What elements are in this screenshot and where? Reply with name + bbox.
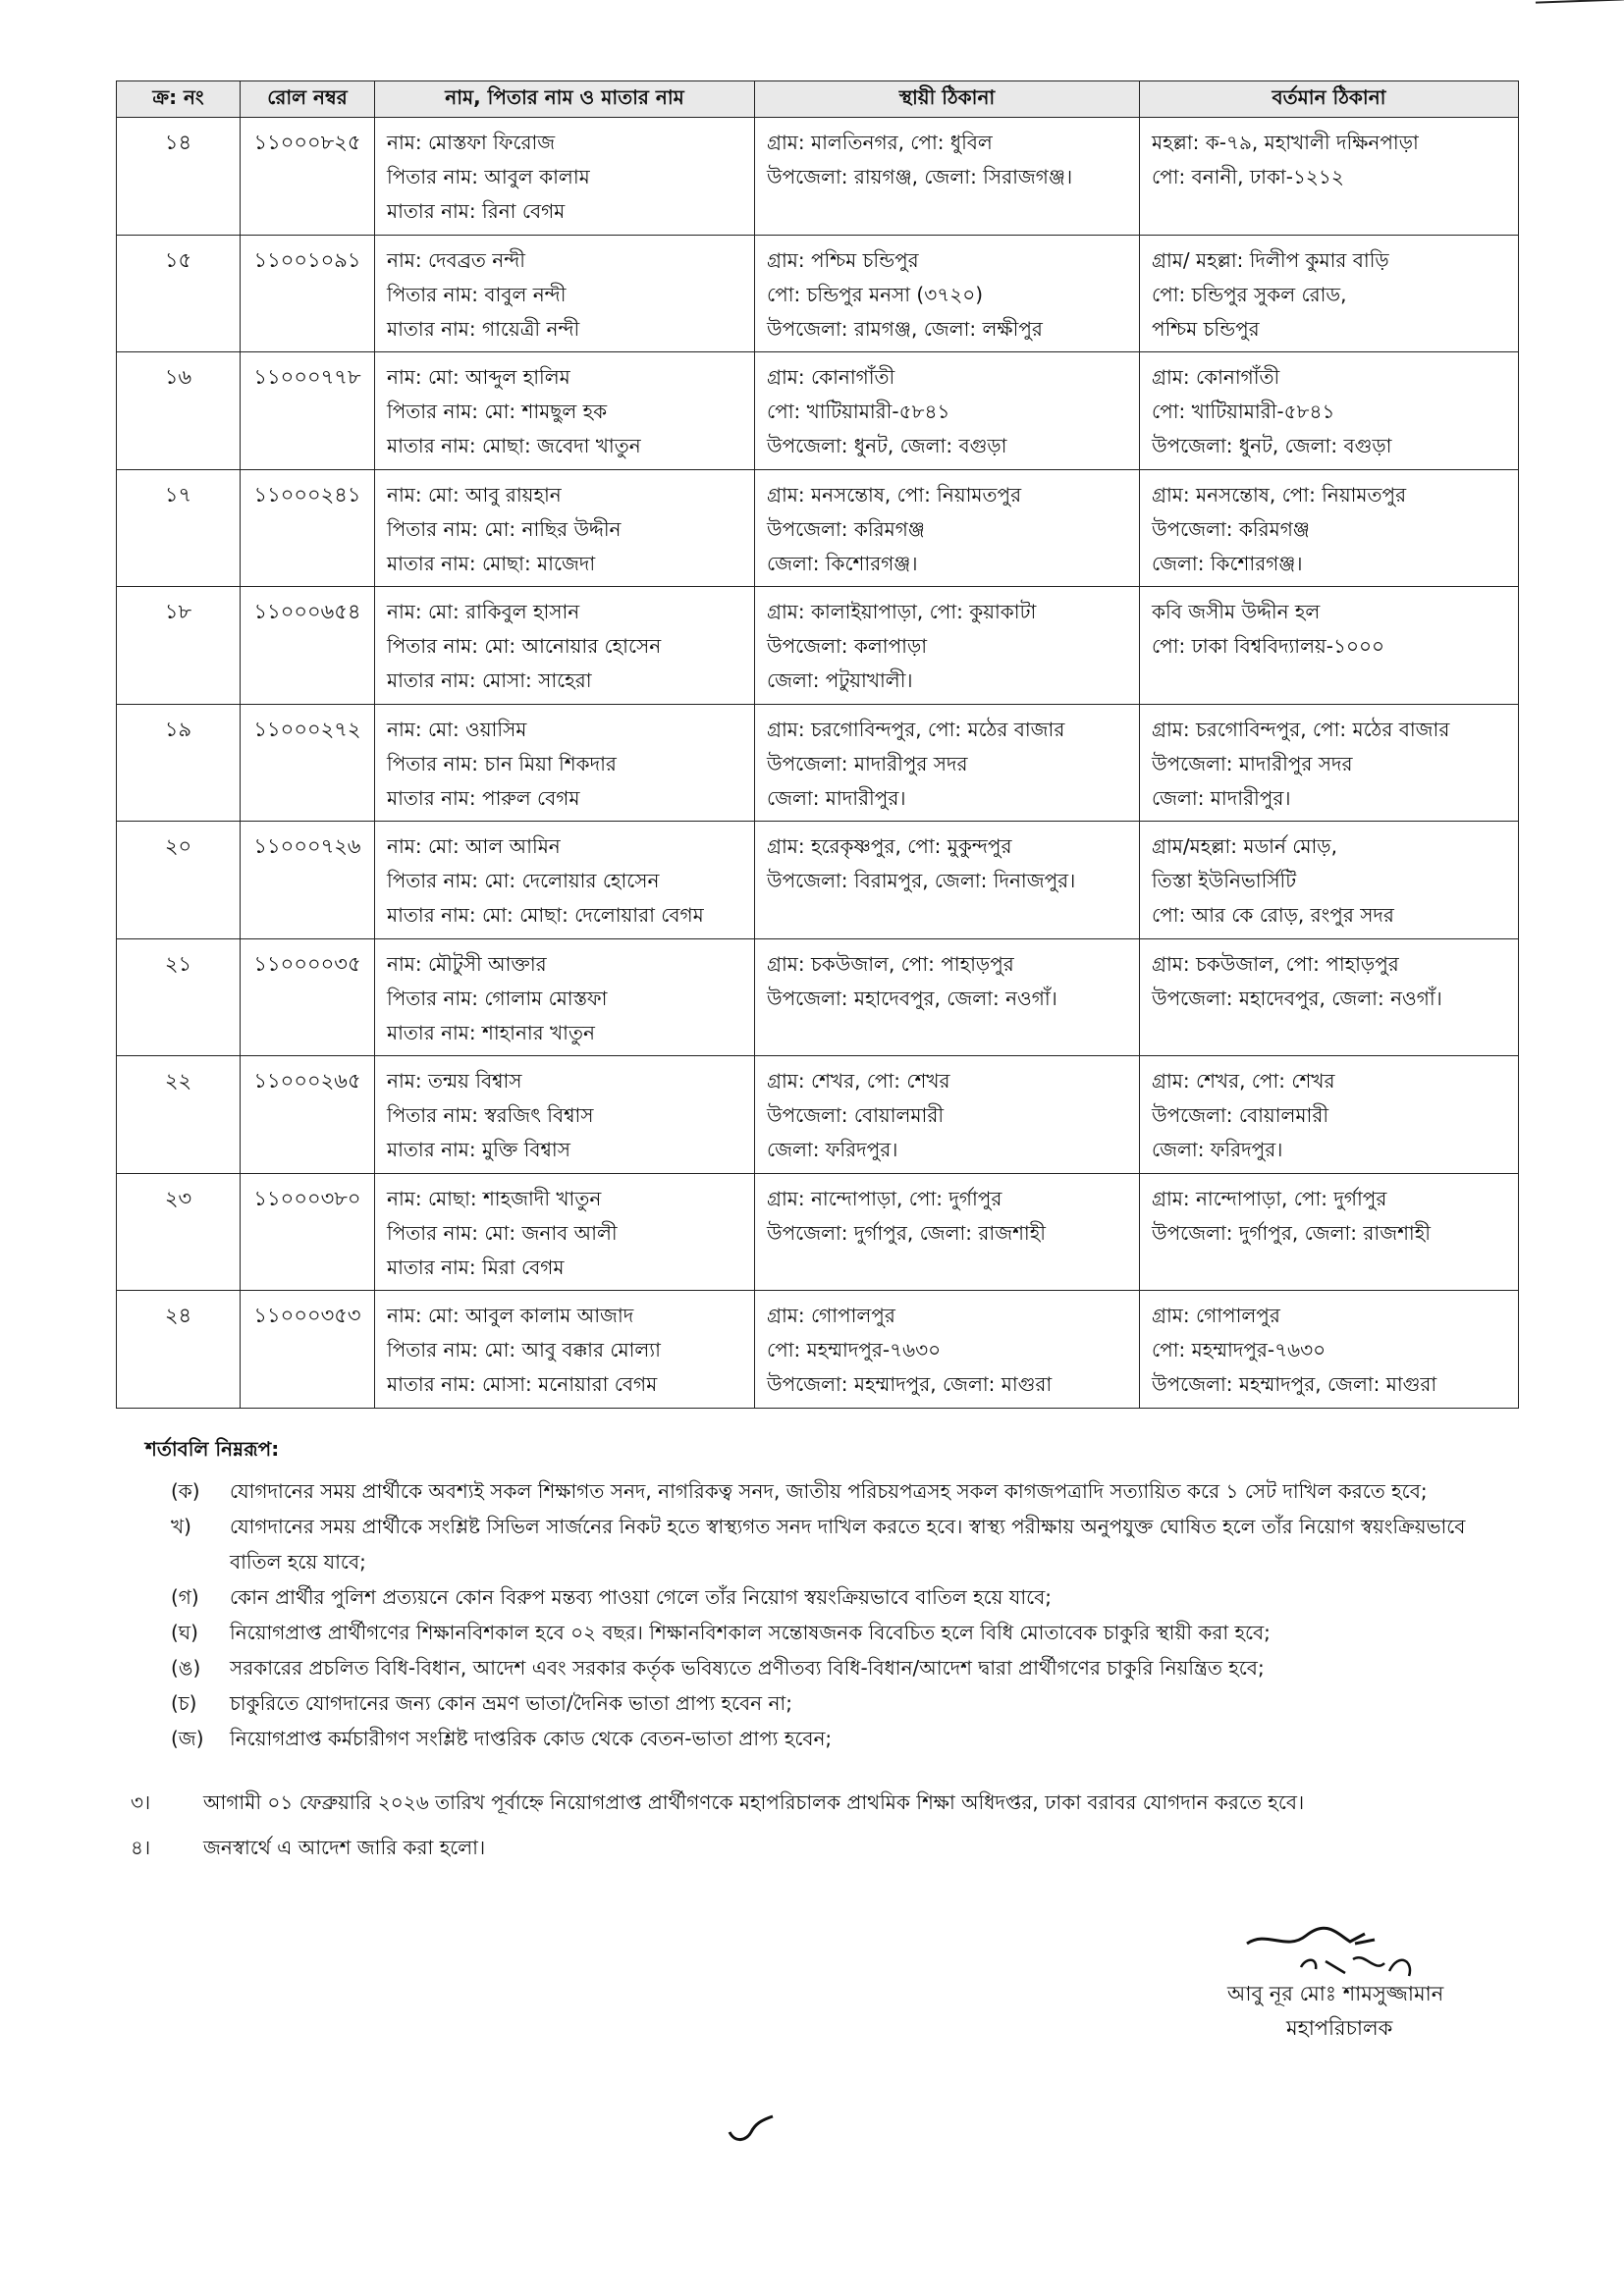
present-address-line: পো: আর কে রোড়, রংপুর সদর: [1152, 903, 1394, 927]
present-address-cell: [1140, 1173, 1519, 1291]
serial-cell: ১৪: [117, 118, 241, 236]
candidate-name: নাম: মো: আবুল কালাম আজাদ: [387, 1304, 634, 1327]
roll-cell: ১১০০০৩৮০: [241, 1173, 375, 1291]
permanent-address-line: পো: খাটিয়ামারী-৫৮৪১: [767, 400, 950, 423]
mother-name: মাতার নাম: গায়েত্রী নন্দী: [387, 316, 580, 341]
table-row: [117, 118, 1519, 236]
father-name: পিতার নাম: স্বরজিৎ বিশ্বাস: [387, 1103, 594, 1127]
permanent-address-line: জেলা: পটুয়াখালী।: [767, 668, 913, 692]
father-name: পিতার নাম: মো: আনোয়ার হোসেন: [387, 634, 662, 658]
condition-item: [145, 1509, 1515, 1579]
table-header-row: [117, 81, 1519, 118]
present-address-line: পো: ঢাকা বিশ্ববিদ্যালয়-১০০০: [1152, 634, 1384, 658]
table-row: [117, 704, 1519, 822]
present-address-cell: [1140, 704, 1519, 822]
candidate-name: নাম: মৌটুসী আক্তার: [387, 951, 547, 976]
condition-text: যোগদানের সময় প্রার্থীকে অবশ্যই সকল শিক্ষাগত সনদ, নাগরিকত্ব সনদ, জাতীয় পরিচয়পত্রসহ সকল কাগজপত্রাদি সত্যায়িত করে ১ সেট দাখিল করতে হবে;: [230, 1479, 1428, 1503]
permanent-address-line: জেলা: ফরিদপুর।: [767, 1138, 898, 1161]
mother-name: মাতার নাম: মো: মোছা: দেলোয়ারা বেগম: [387, 903, 704, 927]
permanent-address-cell: [755, 235, 1140, 352]
table-row: [117, 1291, 1519, 1409]
condition-text: নিয়োগপ্রাপ্ত প্রার্থীগণের শিক্ষানবিশকাল হবে ০২ বছর। শিক্ষানবিশকাল সন্তোষজনক বিবেচিত হলে বিধি মোতাবেক চাকুরি স্থায়ী করা হবে;: [230, 1621, 1271, 1644]
present-address-line: উপজেলা: বোয়ালমারী: [1152, 1103, 1329, 1127]
table-row: [117, 1056, 1519, 1174]
names-cell: [375, 587, 755, 705]
paragraph-4: [131, 1834, 1515, 1866]
father-name: পিতার নাম: গোলাম মোস্তফা: [387, 986, 608, 1010]
present-address-cell: [1140, 1056, 1519, 1174]
paragraph-number: ৩।: [131, 1790, 151, 1814]
table-row: [117, 469, 1519, 587]
condition-item: [145, 1579, 1515, 1615]
table-row: [117, 938, 1519, 1056]
permanent-address-line: গ্রাম: গোপালপুর: [767, 1304, 895, 1327]
condition-marker: (ক): [171, 1479, 200, 1503]
mother-name: মাতার নাম: মোসা: মনোয়ারা বেগম: [387, 1372, 658, 1396]
serial-cell: ২১: [117, 938, 241, 1056]
father-name: পিতার নাম: মো: জনাব আলী: [387, 1220, 618, 1245]
names-cell: [375, 1173, 755, 1291]
present-address-line: গ্রাম/ মহল্লা: দিলীপ কুমার বাড়ি: [1152, 247, 1389, 272]
condition-marker: (জ): [171, 1727, 204, 1750]
condition-item: [145, 1685, 1515, 1721]
present-address-line: পশ্চিম চন্ডিপুর: [1152, 316, 1260, 341]
roll-cell: ১১০০০০৩৫: [241, 938, 375, 1056]
signatory-title: মহাপরিচালক: [1286, 2016, 1393, 2040]
condition-text: যোগদানের সময় প্রার্থীকে সংশ্লিষ্ট সিভিল সার্জনের নিকট হতে স্বাস্থ্যগত সনদ দাখিল করতে হবে। স্বাস্থ্য পরীক্ষায় অনুপযুক্ত ঘোষিত হলে তাঁর নিয়োগ স্বয়ংক্রিয়ভাবে বাতিল হয়ে যাবে;: [230, 1515, 1466, 1574]
present-address-cell: [1140, 235, 1519, 352]
permanent-address-line: জেলা: কিশোরগঞ্জ।: [767, 551, 918, 575]
present-address-line: পো: মহম্মাদপুর-৭৬৩০: [1152, 1338, 1326, 1362]
serial-cell: ২০: [117, 822, 241, 939]
mother-name: মাতার নাম: মুক্তি বিশ্বাস: [387, 1138, 570, 1161]
candidate-name: নাম: মোছা: শাহজাদী খাতুন: [387, 1186, 602, 1210]
permanent-address-line: উপজেলা: বোয়ালমারী: [767, 1103, 945, 1127]
table-row: [117, 822, 1519, 939]
condition-item: [145, 1721, 1515, 1756]
permanent-address-cell: [755, 938, 1140, 1056]
present-address-line: গ্রাম: শেখর, পো: শেখর: [1152, 1069, 1335, 1093]
table-row: [117, 235, 1519, 352]
names-cell: [375, 235, 755, 352]
permanent-address-cell: [755, 1056, 1140, 1174]
condition-marker: (চ): [171, 1691, 197, 1715]
serial-cell: ১৮: [117, 587, 241, 705]
mother-name: মাতার নাম: পারুল বেগম: [387, 785, 580, 810]
permanent-address-line: গ্রাম: চরগোবিন্দপুর, পো: মঠের বাজার: [767, 717, 1065, 741]
condition-item: [145, 1650, 1515, 1685]
candidate-name: নাম: মো: আবু রায়হান: [387, 482, 562, 507]
permanent-address-line: পো: মহম্মাদপুর-৭৬৩০: [767, 1338, 942, 1362]
conditions-section: [145, 1435, 1515, 1756]
table-row: [117, 352, 1519, 470]
names-cell: [375, 352, 755, 470]
serial-cell: ১৬: [117, 352, 241, 470]
roll-cell: ১১০০০৭৭৮: [241, 352, 375, 470]
signatory-name: আবু নূর মোঃ শামসুজ্জামান: [1227, 1982, 1444, 2005]
paragraph-number: ৪।: [131, 1836, 151, 1859]
father-name: পিতার নাম: বাবুল নন্দী: [387, 282, 567, 306]
present-address-cell: [1140, 1291, 1519, 1409]
condition-item: [145, 1615, 1515, 1650]
present-address-line: গ্রাম: কোনাগাঁতী: [1152, 365, 1280, 389]
roll-cell: ১১০০১০৯১: [241, 235, 375, 352]
header-present-address: বর্তমান ঠিকানা: [1140, 81, 1519, 118]
permanent-address-line: গ্রাম: কোনাগাঁতী: [767, 365, 895, 389]
present-address-line: উপজেলা: মহাদেবপুর, জেলা: নওগাঁ।: [1152, 986, 1442, 1010]
permanent-address-cell: [755, 587, 1140, 705]
permanent-address-line: উপজেলা: মাদারীপুর সদর: [767, 751, 968, 775]
header-roll: রোল নম্বর: [241, 81, 375, 118]
names-cell: [375, 469, 755, 587]
permanent-address-cell: [755, 704, 1140, 822]
mother-name: মাতার নাম: মোসা: সাহেরা: [387, 668, 592, 692]
serial-cell: ১৫: [117, 235, 241, 352]
present-address-line: গ্রাম: চকউজাল, পো: পাহাড়পুর: [1152, 951, 1399, 976]
present-address-line: গ্রাম: মনসন্তোষ, পো: নিয়ামতপুর: [1152, 482, 1407, 507]
names-cell: [375, 1056, 755, 1174]
permanent-address-line: উপজেলা: রামগঞ্জ, জেলা: লক্ষীপুর: [767, 316, 1043, 341]
permanent-address-line: উপজেলা: মহম্মাদপুর, জেলা: মাগুরা: [767, 1372, 1053, 1396]
serial-cell: ২৪: [117, 1291, 241, 1409]
candidate-name: নাম: মো: রাকিবুল হাসান: [387, 600, 580, 623]
serial-cell: ২২: [117, 1056, 241, 1174]
names-cell: [375, 118, 755, 236]
present-address-cell: [1140, 118, 1519, 236]
condition-item: [145, 1473, 1515, 1509]
page-number-scribble: [722, 2110, 781, 2150]
permanent-address-line: গ্রাম: পশ্চিম চন্ডিপুর: [767, 247, 919, 272]
names-cell: [375, 704, 755, 822]
serial-cell: ১৭: [117, 469, 241, 587]
mother-name: মাতার নাম: শাহানার খাতুন: [387, 1020, 595, 1044]
present-address-line: উপজেলা: করিমগঞ্জ: [1152, 516, 1310, 541]
header-names: নাম, পিতার নাম ও মাতার নাম: [375, 81, 755, 118]
present-address-line: কবি জসীম উদ্দীন হল: [1152, 600, 1321, 623]
names-cell: [375, 938, 755, 1056]
table-row: [117, 1173, 1519, 1291]
present-address-line: গ্রাম/মহল্লা: মডার্ন মোড়,: [1152, 834, 1337, 858]
permanent-address-line: গ্রাম: শেখর, পো: শেখর: [767, 1069, 950, 1093]
roll-cell: ১১০০০২৭২: [241, 704, 375, 822]
conditions-title: শর্তাবলি নিম্নরূপ:: [145, 1437, 280, 1461]
condition-text: কোন প্রার্থীর পুলিশ প্রত্যয়নে কোন বিরুপ মন্তব্য পাওয়া গেলে তাঁর নিয়োগ স্বয়ংক্রিয়ভাবে বাতিল হয়ে যাবে;: [230, 1585, 1053, 1609]
permanent-address-line: গ্রাম: কালাইয়াপাড়া, পো: কুয়াকাটা: [767, 600, 1037, 623]
present-address-line: জেলা: কিশোরগঞ্জ।: [1152, 551, 1303, 575]
candidate-name: নাম: মোস্তফা ফিরোজ: [387, 131, 556, 154]
permanent-address-cell: [755, 352, 1140, 470]
roll-cell: ১১০০০৭২৬: [241, 822, 375, 939]
permanent-address-line: গ্রাম: নান্দোপাড়া, পো: দুর্গাপুর: [767, 1186, 1002, 1210]
conditions-list: [145, 1473, 1515, 1756]
permanent-address-line: উপজেলা: রায়গঞ্জ, জেলা: সিরাজগঞ্জ।: [767, 165, 1073, 188]
roll-cell: ১১০০০২৬৫: [241, 1056, 375, 1174]
candidate-name: নাম: মো: আল আমিন: [387, 834, 561, 858]
table-row: [117, 587, 1519, 705]
condition-marker: (গ): [171, 1585, 199, 1609]
mother-name: মাতার নাম: রিনা বেগম: [387, 199, 566, 223]
header-permanent-address: স্থায়ী ঠিকানা: [755, 81, 1140, 118]
father-name: পিতার নাম: আবুল কালাম: [387, 165, 590, 188]
candidate-name: নাম: দেবব্রত নন্দী: [387, 247, 525, 272]
present-address-line: উপজেলা: মাদারীপুর সদর: [1152, 751, 1353, 775]
present-address-cell: [1140, 469, 1519, 587]
permanent-address-line: উপজেলা: দুর্গাপুর, জেলা: রাজশাহী: [767, 1220, 1046, 1245]
roll-cell: ১১০০০৩৫৩: [241, 1291, 375, 1409]
condition-marker: (ঙ): [171, 1656, 201, 1680]
father-name: পিতার নাম: মো: আবু বক্কার মোল্যা: [387, 1338, 661, 1362]
names-cell: [375, 1291, 755, 1409]
candidate-name: নাম: মো: আব্দুল হালিম: [387, 365, 570, 389]
permanent-address-cell: [755, 1291, 1140, 1409]
present-address-line: পো: চন্ডিপুর সুকল রোড,: [1152, 282, 1347, 306]
roll-cell: ১১০০০২৪১: [241, 469, 375, 587]
present-address-line: জেলা: ফরিদপুর।: [1152, 1138, 1283, 1161]
present-address-line: তিস্তা ইউনিভার্সিটি: [1152, 869, 1297, 892]
present-address-cell: [1140, 938, 1519, 1056]
present-address-line: উপজেলা: ধুনট, জেলা: বগুড়া: [1152, 434, 1392, 457]
serial-cell: ১৯: [117, 704, 241, 822]
top-edge-mark: [1536, 0, 1624, 8]
present-address-line: উপজেলা: মহম্মাদপুর, জেলা: মাগুরা: [1152, 1372, 1437, 1396]
paragraph-text: জনস্বার্থে এ আদেশ জারি করা হলো।: [203, 1836, 486, 1859]
candidate-table: [116, 80, 1519, 1409]
candidate-name: নাম: মো: ওয়াসিম: [387, 717, 527, 741]
paragraph-text: আগামী ০১ ফেব্রুয়ারি ২০২৬ তারিখ পূর্বাহ্নে নিয়োগপ্রাপ্ত প্রার্থীগণকে মহাপরিচালক প্রাথমিক শিক্ষা অধিদপ্তর, ঢাকা বরাবর যোগদান করতে হবে।: [203, 1790, 1305, 1814]
roll-cell: ১১০০০৬৫৪: [241, 587, 375, 705]
names-cell: [375, 822, 755, 939]
roll-cell: ১১০০০৮২৫: [241, 118, 375, 236]
handwritten-signature: [1227, 1922, 1453, 1981]
present-address-cell: [1140, 352, 1519, 470]
permanent-address-line: পো: চন্ডিপুর মনসা (৩৭২০): [767, 282, 984, 306]
condition-marker: খ): [171, 1515, 191, 1538]
permanent-address-line: উপজেলা: ধুনট, জেলা: বগুড়া: [767, 434, 1007, 457]
father-name: পিতার নাম: চান মিয়া শিকদার: [387, 751, 617, 775]
serial-cell: ২৩: [117, 1173, 241, 1291]
permanent-address-cell: [755, 118, 1140, 236]
present-address-line: গ্রাম: নান্দোপাড়া, পো: দুর্গাপুর: [1152, 1186, 1387, 1210]
present-address-line: গ্রাম: গোপালপুর: [1152, 1304, 1280, 1327]
present-address-line: উপজেলা: দুর্গাপুর, জেলা: রাজশাহী: [1152, 1220, 1431, 1245]
permanent-address-cell: [755, 1173, 1140, 1291]
present-address-line: মহল্লা: ক-৭৯, মহাখালী দক্ষিনপাড়া: [1152, 131, 1419, 154]
father-name: পিতার নাম: মো: দেলোয়ার হোসেন: [387, 869, 660, 892]
permanent-address-line: গ্রাম: মনসন্তোষ, পো: নিয়ামতপুর: [767, 482, 1022, 507]
permanent-address-line: গ্রাম: চকউজাল, পো: পাহাড়পুর: [767, 951, 1014, 976]
header-serial: ক্র: নং: [117, 81, 241, 118]
permanent-address-line: উপজেলা: মহাদেবপুর, জেলা: নওগাঁ।: [767, 986, 1057, 1010]
mother-name: মাতার নাম: মিরা বেগম: [387, 1255, 565, 1279]
permanent-address-line: উপজেলা: বিরামপুর, জেলা: দিনাজপুর।: [767, 869, 1076, 892]
mother-name: মাতার নাম: মোছা: জবেদা খাতুন: [387, 434, 641, 457]
permanent-address-cell: [755, 469, 1140, 587]
condition-text: চাকুরিতে যোগদানের জন্য কোন ভ্রমণ ভাতা/দৈনিক ভাতা প্রাপ্য হবেন না;: [230, 1691, 792, 1715]
present-address-cell: [1140, 587, 1519, 705]
permanent-address-cell: [755, 822, 1140, 939]
permanent-address-line: গ্রাম: হরেকৃষ্ণপুর, পো: মুকুন্দপুর: [767, 834, 1012, 858]
present-address-line: পো: খাটিয়ামারী-৫৮৪১: [1152, 400, 1335, 423]
father-name: পিতার নাম: মো: নাছির উদ্দীন: [387, 516, 622, 541]
paragraph-3: [131, 1789, 1515, 1821]
present-address-line: গ্রাম: চরগোবিন্দপুর, পো: মঠের বাজার: [1152, 717, 1450, 741]
permanent-address-line: জেলা: মাদারীপুর।: [767, 785, 906, 810]
present-address-cell: [1140, 822, 1519, 939]
condition-text: নিয়োগপ্রাপ্ত কর্মচারীগণ সংশ্লিষ্ট দাপ্তরিক কোড থেকে বেতন-ভাতা প্রাপ্য হবেন;: [230, 1727, 833, 1750]
permanent-address-line: উপজেলা: করিমগঞ্জ: [767, 516, 925, 541]
condition-marker: (ঘ): [171, 1621, 198, 1644]
present-address-line: পো: বনানী, ঢাকা-১২১২: [1152, 165, 1344, 188]
present-address-line: জেলা: মাদারীপুর।: [1152, 785, 1291, 810]
father-name: পিতার নাম: মো: শামছুল হক: [387, 400, 608, 423]
candidate-name: নাম: তন্ময় বিশ্বাস: [387, 1069, 522, 1093]
permanent-address-line: গ্রাম: মালতিনগর, পো: ধুবিল: [767, 131, 993, 154]
permanent-address-line: উপজেলা: কলাপাড়া: [767, 634, 928, 658]
condition-text: সরকারের প্রচলিত বিধি-বিধান, আদেশ এবং সরকার কর্তৃক ভবিষ্যতে প্রণীতব্য বিধি-বিধান/আদেশ দ্বারা প্রার্থীগণের চাকুরি নিয়ন্ত্রিত হবে;: [230, 1656, 1265, 1680]
mother-name: মাতার নাম: মোছা: মাজেদা: [387, 551, 596, 575]
